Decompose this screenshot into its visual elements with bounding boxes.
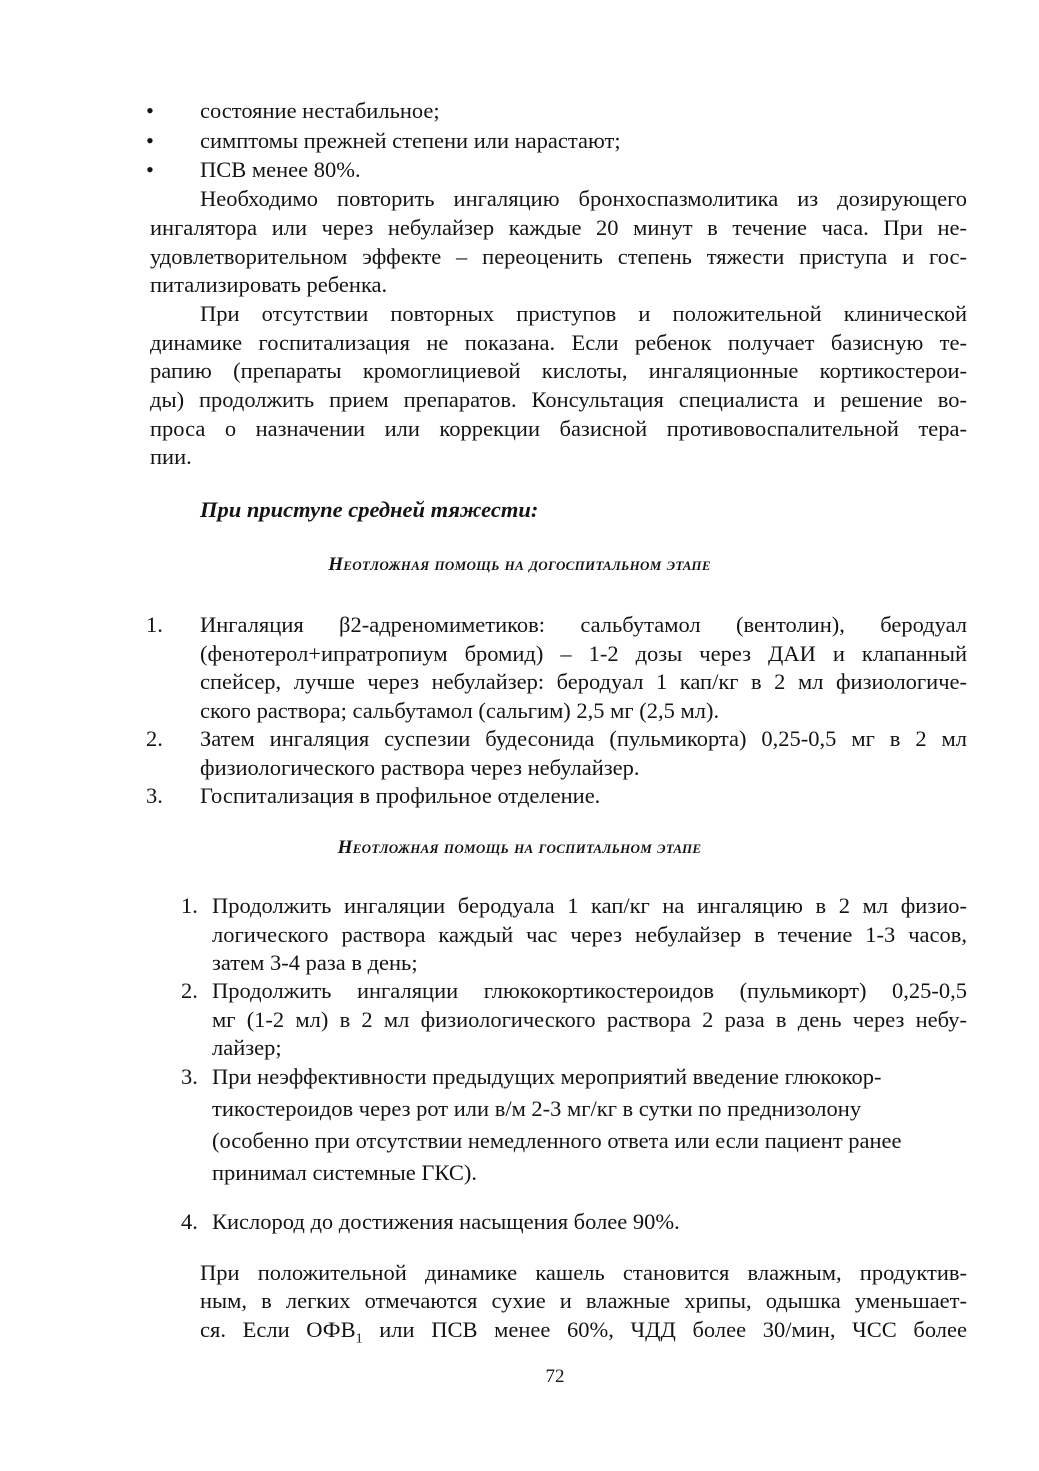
bullet-text: состояние нестабильное; (200, 98, 440, 123)
list-item-line: затем 3-4 раза в день; (212, 950, 418, 975)
paragraph-line (200, 1316, 967, 1347)
subscript: 1 (355, 1331, 363, 1347)
list-item-line: Продолжить ингаляции беродуала 1 кап/кг на ингаляцию в 2 мл физио- (212, 893, 967, 918)
paragraph-line: ды) продолжить прием препаратов. Консультация специалиста и решение во- (150, 387, 967, 412)
paragraph-line: Необходимо повторить ингаляцию бронхоспазмолитика из дозирующего (200, 186, 967, 211)
list-item-line: лайзер; (212, 1035, 282, 1060)
list-number: 2. (146, 726, 163, 751)
list-item-line: (фенотерол+ипратропиум бромид) – 1-2 дозы через ДАИ и клапанный (200, 641, 967, 666)
list-item-line: логического раствора каждый час через небулайзер в течение 1-3 часов, (212, 922, 967, 947)
list-number: 3. (146, 783, 163, 808)
list-item-line: тикостероидов через рот или в/м 2-3 мг/кг в сутки по преднизолону (212, 1096, 862, 1121)
paragraph-line: динамике госпитализация не показана. Если ребенок получает базисную те- (150, 330, 967, 355)
bullet-text: ПСВ менее 80%. (200, 157, 361, 182)
paragraph-line: ным, в легких отмечаются сухие и влажные хрипы, одышка уменьшает- (200, 1288, 967, 1313)
list-item-line: принимал системные ГКС). (212, 1160, 477, 1185)
list-number: 3. (181, 1064, 198, 1089)
list-number: 4. (181, 1209, 198, 1234)
page-number: 72 (545, 1366, 565, 1387)
list-number: 1. (181, 893, 198, 918)
list-number: 2. (181, 978, 198, 1003)
list-item-line: Кислород до достижения насыщения более 90%. (212, 1209, 680, 1234)
list-item-line: Ингаляция β2-адреномиметиков: сальбутамол (вентолин), беродуал (200, 612, 967, 637)
paragraph-line: удовлетворительном эффекте – переоценить степень тяжести приступа и гос- (150, 244, 967, 269)
paragraph-line: рапию (препараты кромоглициевой кислоты, ингаляционные кортикостерои- (150, 358, 967, 383)
paragraph-line: ингалятора или через небулайзер каждые 20 минут в течение часа. При не- (150, 215, 967, 240)
list-item-line: спейсер, лучше через небулайзер: беродуал 1 кап/кг в 2 мл физиологиче- (200, 669, 967, 694)
list-item-line: Госпитализация в профильное отделение. (200, 783, 601, 808)
subheading: При приступе средней тяжести: (200, 497, 539, 522)
section-title-hospital: Неотложная помощь на госпитальном этапе (337, 837, 702, 858)
list-item-line: Продолжить ингаляции глюкокортикостероидов (пульмикорт) 0,25-0,5 (212, 978, 967, 1003)
paragraph-line: При положительной динамике кашель становится влажным, продуктив- (200, 1260, 967, 1285)
bullet-mark: • (146, 157, 154, 182)
list-item-line: ского раствора; сальбутамол (сальгим) 2,5 мг (2,5 мл). (200, 698, 720, 723)
paragraph-line: При отсутствии повторных приступов и положительной клинической (200, 301, 967, 326)
paragraph-line: питализировать ребенка. (150, 272, 388, 297)
paragraph-line-part: или ПСВ менее 60%, ЧДД более 30/мин, ЧСС более (362, 1317, 967, 1342)
list-item-line: При неэффективности предыдущих мероприятий введение глюкокор- (212, 1064, 882, 1089)
paragraph-line: пии. (150, 444, 192, 469)
list-item-line: физиологического раствора через небулайзер. (200, 755, 640, 780)
list-number: 1. (146, 612, 163, 637)
list-item-line: мг (1-2 мл) в 2 мл физиологического раствора 2 раза в день через небу- (212, 1007, 967, 1032)
paragraph-line: проса о назначении или коррекции базисной противовоспалительной тера- (150, 416, 967, 441)
list-item-line: Затем ингаляция суспезии будесонида (пульмикорта) 0,25-0,5 мг в 2 мл (200, 726, 967, 751)
list-item-line: (особенно при отсутствии немедленного ответа или если пациент ранее (212, 1128, 902, 1153)
paragraph-line-part: ся. Если ОФВ (200, 1317, 356, 1342)
bullet-mark: • (146, 128, 154, 153)
bullet-mark: • (146, 98, 154, 123)
bullet-text: симптомы прежней степени или нарастают; (200, 128, 621, 153)
section-title-prehospital: Неотложная помощь на догоспитальном этапе (328, 554, 711, 575)
